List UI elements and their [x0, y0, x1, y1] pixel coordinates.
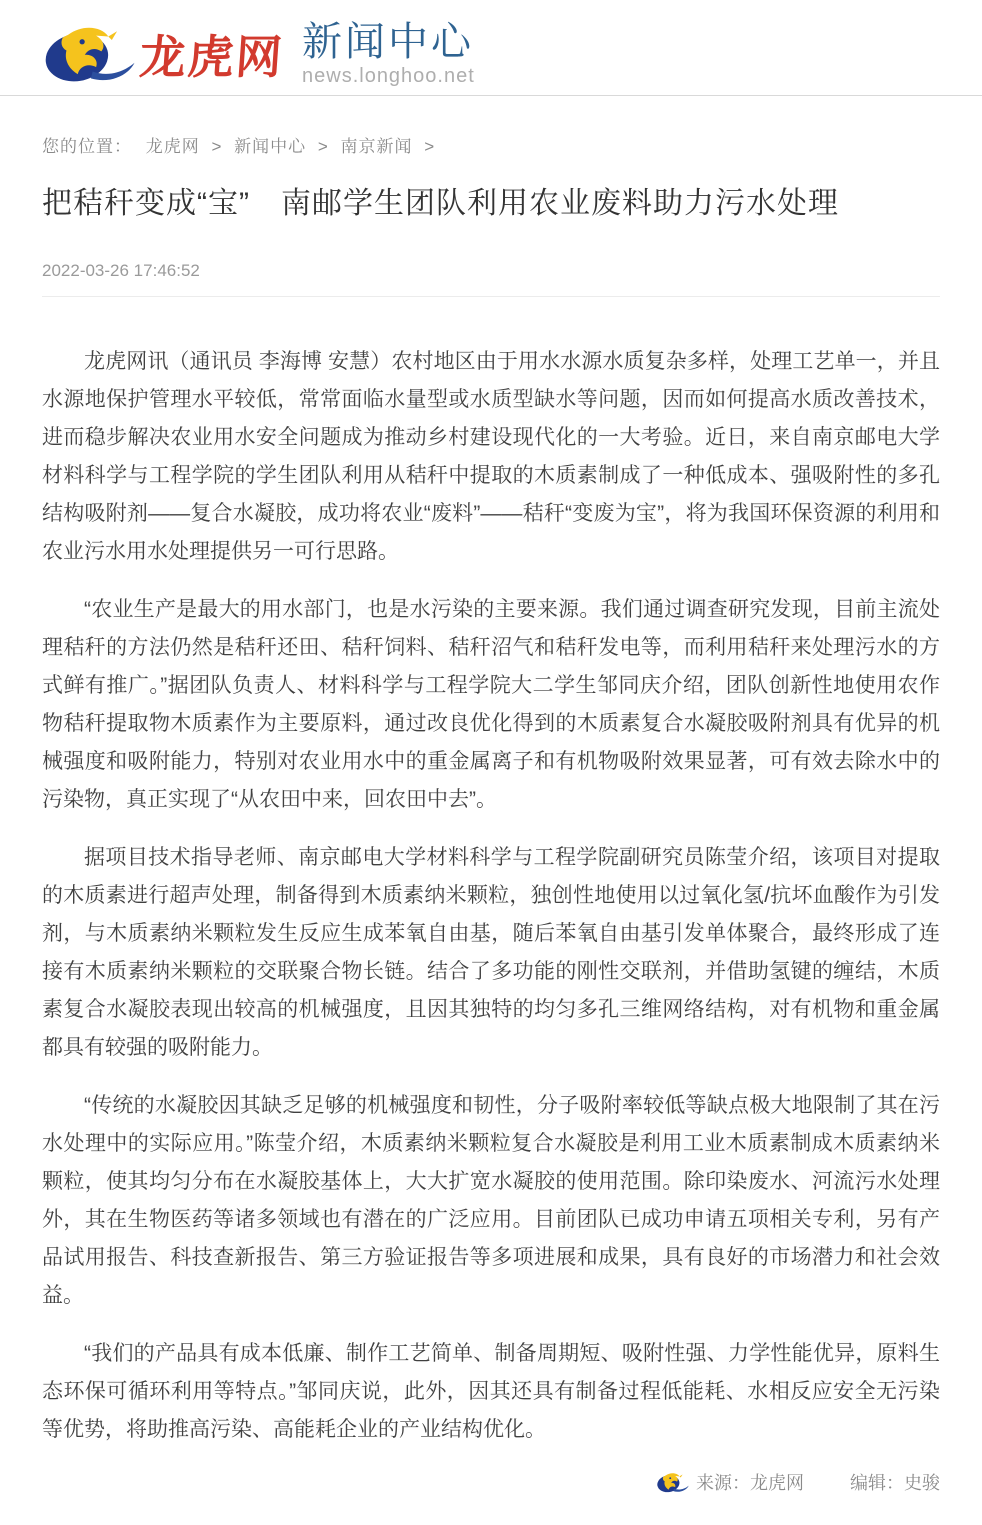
publish-time: 2022-03-26 17:46:52	[42, 261, 200, 280]
article-paragraph: “我们的产品具有成本低廉、制作工艺简单、制备周期短、吸附性强、力学性能优异，原料生态环保可循环利用等特点。”邹同庆说，此外，因其还具有制备过程低能耗、水相反应安全无污染等优势，将助推高污染、高能耗企业的产业结构优化。	[42, 1342, 940, 1441]
breadcrumb-separator: >	[424, 137, 436, 156]
breadcrumb-separator: >	[317, 137, 329, 156]
dragon-logo-icon	[42, 21, 138, 87]
editor-text: 编辑：史骏	[850, 1473, 940, 1493]
site-logo[interactable]	[42, 19, 475, 88]
article-paragraph: “农业生产是最大的用水部门，也是水污染的主要来源。我们通过调查研究发现，目前主流处理秸秆的方法仍然是秸秆还田、秸秆饲料、秸秆沼气和秸秆发电等，而利用秸秆来处理污水的方式鲜有推广。”据团队负责人、材料科学与工程学院大二学生邹同庆介绍，团队创新性地使用农作物秸秆提取物木质素作为主要原料，通过改良优化得到的木质素复合水凝胶吸附剂具有优异的机械强度和吸附能力，特别对农业用水中的重金属离子和有机物吸附效果显著，可有效去除水中的污染物，真正实现了“从农田中来，回农田中去”。	[42, 598, 940, 811]
article-title: 把秸秆变成“宝” 南邮学生团队利用农业废料助力污水处理	[42, 187, 839, 220]
breadcrumb-link-nanjing-news[interactable]: 南京新闻	[340, 137, 413, 156]
title-divider	[42, 296, 940, 297]
breadcrumb-link-home[interactable]: 龙虎网	[145, 137, 200, 156]
article-body	[42, 343, 940, 1449]
site-name-text: 龙虎网	[137, 29, 286, 84]
section-title-block	[302, 19, 475, 88]
section-name-text: 新闻中心	[302, 20, 474, 64]
site-header	[0, 0, 982, 96]
article-footer	[0, 1469, 982, 1495]
article-paragraph: “传统的水凝胶因其缺乏足够的机械强度和韧性，分子吸附率较低等缺点极大地限制了其在污水处理中的实际应用。”陈莹介绍，木质素纳米颗粒复合水凝胶是利用工业木质素制成木质素纳米颗粒，使其均匀分布在水凝胶基体上，大大扩宽水凝胶的使用范围。除印染废水、河流污水处理外，其在生物医药等诸多领域也有潜在的广泛应用。目前团队已成功申请五项相关专利，另有产品试用报告、科技查新报告、第三方验证报告等多项进展和成果，具有良好的市场潜力和社会效益。	[42, 1094, 940, 1307]
breadcrumb-separator: >	[211, 137, 223, 156]
breadcrumb	[42, 132, 940, 157]
breadcrumb-link-news-center[interactable]: 新闻中心	[234, 137, 307, 156]
article-paragraph: 据项目技术指导老师、南京邮电大学材料科学与工程学院副研究员陈莹介绍，该项目对提取的木质素进行超声处理，制备得到木质素纳米颗粒，独创性地使用以过氧化氢/抗坏血酸作为引发剂，与木质素纳米颗粒发生反应生成苯氧自由基，随后苯氧自由基引发单体聚合，最终形成了连接有木质素纳米颗粒的交联聚合物长链。结合了多功能的刚性交联剂，并借助氢键的缠结，木质素复合水凝胶表现出较高的机械强度，且因其独特的均匀多孔三维网络结构，对有机物和重金属都具有较强的吸附能力。	[42, 846, 940, 1059]
article-paragraph: 龙虎网讯（通讯员 李海博 安慧）农村地区由于用水水源水质复杂多样，处理工艺单一，并且水源地保护管理水平较低，常常面临水量型或水质型缺水等问题，因而如何提高水质改善技术，进而稳步解决农业用水安全问题成为推动乡村建设现代化的一大考验。近日，来自南京邮电大学材料科学与工程学院的学生团队利用从秸秆中提取的木质素制成了一种低成本、强吸附性的多孔结构吸附剂——复合水凝胶，成功将农业“废料”——秸秆“变废为宝”，将为我国环保资源的利用和农业污水用水处理提供另一可行思路。	[42, 350, 940, 563]
dragon-logo-small-icon	[656, 1471, 696, 1494]
breadcrumb-label: 您的位置：	[42, 137, 132, 156]
content-column	[0, 132, 982, 1449]
source-text: 来源：龙虎网	[696, 1473, 804, 1493]
site-url-text: news.longhoo.net	[302, 65, 475, 87]
